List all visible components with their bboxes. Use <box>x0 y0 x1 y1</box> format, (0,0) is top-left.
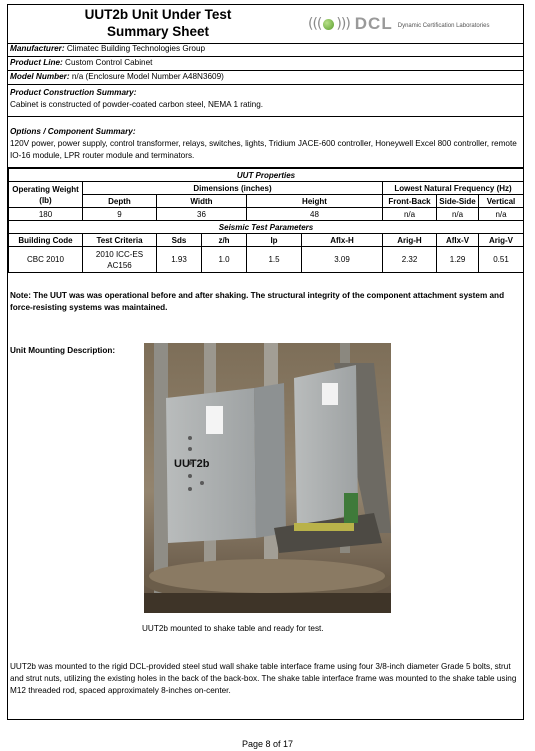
arig-v-value: 0.51 <box>479 247 524 273</box>
manufacturer-label: Manufacturer: <box>10 44 65 53</box>
uut-properties-caption: UUT Properties <box>9 169 524 182</box>
unit-photo <box>144 343 391 613</box>
vertical-header: Vertical <box>479 195 524 208</box>
test-criteria-value: 2010 ICC-ES AC156 <box>83 247 157 273</box>
building-code-value: CBC 2010 <box>9 247 83 273</box>
construction-value: Cabinet is constructed of powder-coated carbon steel, NEMA 1 rating. <box>10 100 264 109</box>
product-line-row <box>8 57 523 71</box>
manufacturer-value: Climatec Building Technologies Group <box>66 44 206 53</box>
mounting-label: Unit Mounting Description: <box>10 346 116 355</box>
sheet-header <box>8 5 523 44</box>
photo-caption: UUT2b mounted to shake table and ready for test. <box>142 624 324 633</box>
ip-value: 1.5 <box>247 247 302 273</box>
dcl-logo <box>308 12 489 36</box>
dimensions-header: Dimensions (inches) <box>83 182 383 195</box>
aflx-v-header: Aflx-V <box>437 234 479 247</box>
test-note: Note: The UUT was was operational before and after shaking. The structural integrity of the component attachment system and force-resisting systems was maintained. <box>10 291 505 312</box>
construction-label: Product Construction Summary: <box>10 88 137 97</box>
front-back-value: n/a <box>383 208 437 221</box>
aflx-h-value: 3.09 <box>302 247 383 273</box>
page-title <box>8 6 308 40</box>
product-line-label: Product Line: <box>10 58 63 67</box>
title-line-2: Summary Sheet <box>106 24 210 39</box>
model-number-label: Model Number: <box>10 72 70 81</box>
side-side-header: Side-Side <box>437 195 479 208</box>
vertical-value: n/a <box>479 208 524 221</box>
ip-header: Ip <box>247 234 302 247</box>
weight-value: 180 <box>9 208 83 221</box>
title-line-1: UUT2b Unit Under Test <box>84 7 232 22</box>
operating-weight-header: Operating Weight (lb) <box>9 182 83 208</box>
page-number: Page 8 of 17 <box>241 739 294 749</box>
arig-h-value: 2.32 <box>383 247 437 273</box>
building-code-header: Building Code <box>9 234 83 247</box>
model-number-value: n/a (Enclosure Model Number A48N3609) <box>71 72 224 81</box>
front-back-header: Front-Back <box>383 195 437 208</box>
model-number-row <box>8 71 523 85</box>
height-header: Height <box>247 195 383 208</box>
uut-properties-table <box>8 168 524 273</box>
summary-sheet <box>7 4 524 720</box>
depth-value: 9 <box>83 208 157 221</box>
logo-subtitle: Dynamic Certification Laboratories <box>397 22 490 29</box>
aflx-h-header: Aflx-H <box>302 234 383 247</box>
manufacturer-row <box>8 43 523 57</box>
seismic-caption: Seismic Test Parameters <box>9 221 524 234</box>
logo-wave-left-icon: ((( <box>308 16 322 32</box>
options-label: Options / Component Summary: <box>10 127 136 136</box>
width-value: 36 <box>157 208 247 221</box>
height-value: 48 <box>247 208 383 221</box>
aflx-v-value: 1.29 <box>437 247 479 273</box>
frequency-header: Lowest Natural Frequency (Hz) <box>383 182 524 195</box>
side-side-value: n/a <box>437 208 479 221</box>
sds-header: Sds <box>157 234 202 247</box>
arig-v-header: Arig-V <box>479 234 524 247</box>
zh-header: z/h <box>202 234 247 247</box>
width-header: Width <box>157 195 247 208</box>
test-criteria-header: Test Criteria <box>83 234 157 247</box>
arig-h-header: Arig-H <box>383 234 437 247</box>
logo-wave-right-icon: ))) <box>336 16 350 32</box>
mounting-description: UUT2b was mounted to the rigid DCL-provided steel stud wall shake table interface frame using four 3/8-inch diameter Grade 5 bolts, strut and strut nuts, utilizing the existing holes in the back of the back-box. The shake table interface frame was mounted to the shake table using M12 threaded rod, spaced approximately 8-inches on-center. <box>10 662 517 695</box>
options-value: 120V power, power supply, control transformer, relays, switches, lights, Tridium JACE-600 controller, Honeywell Excel 800 controller, remote IO-16 module, LPR router module and terminators. <box>10 139 517 160</box>
depth-header: Depth <box>83 195 157 208</box>
construction-row <box>8 85 523 117</box>
sds-value: 1.93 <box>157 247 202 273</box>
product-line-value: Custom Control Cabinet <box>65 58 153 67</box>
logo-dot-icon <box>323 19 334 30</box>
logo-text: DCL <box>354 14 393 33</box>
options-row <box>8 124 523 168</box>
photo-unit-label: UUT2b <box>174 458 210 470</box>
zh-value: 1.0 <box>202 247 247 273</box>
